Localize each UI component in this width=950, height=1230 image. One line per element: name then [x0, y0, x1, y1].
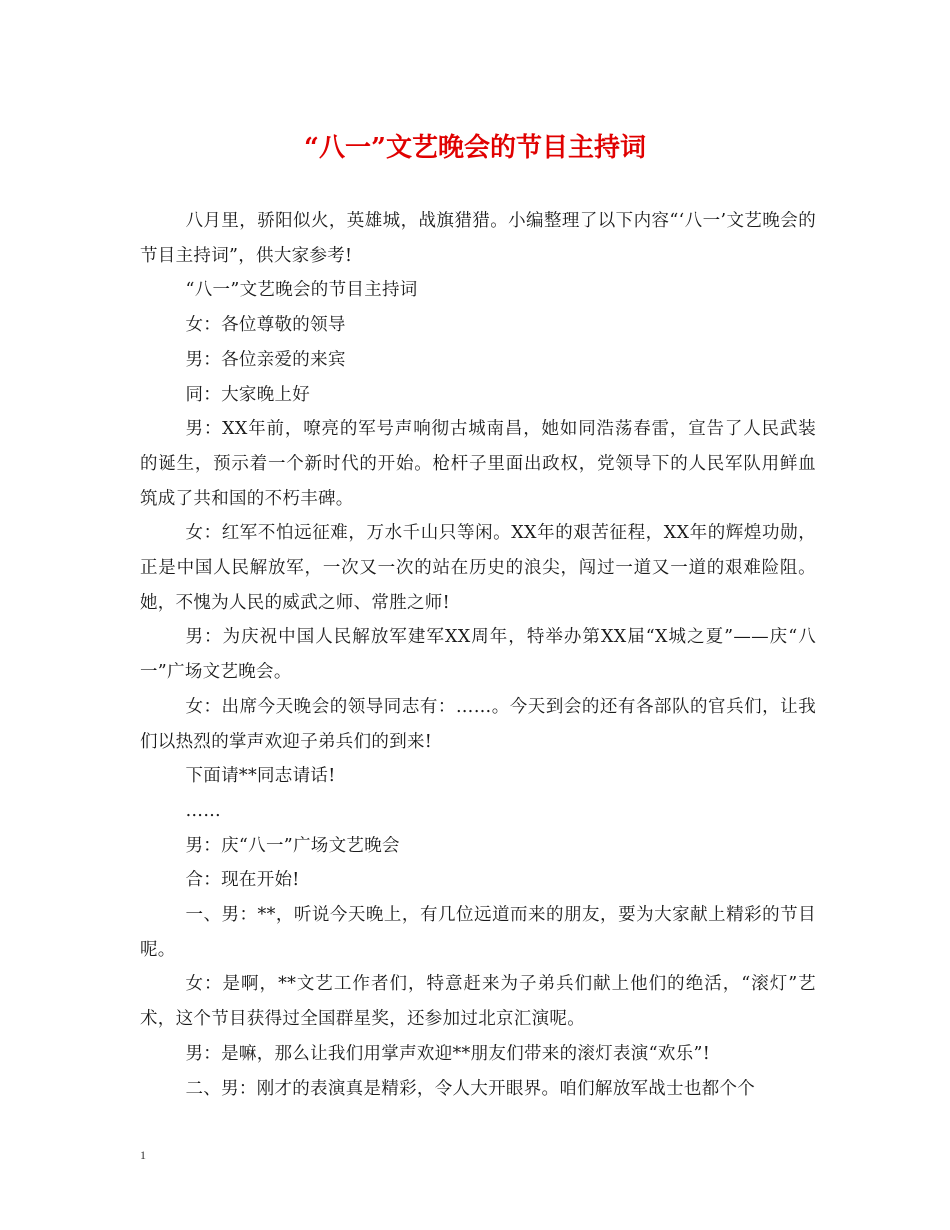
paragraph-line: 一、男：**，听说今天晚上，有几位远道而来的朋友，要为大家献上精彩的节目呢。: [140, 905, 816, 960]
paragraph-intro: 八月里，骄阳似火，英雄城，战旗猎猎。小编整理了以下内容“‘八一’文艺晚会的节目主持词”，供大家参考!: [140, 211, 816, 266]
paragraph-line: 合：现在开始!: [185, 870, 300, 891]
document-body: [140, 204, 816, 1106]
paragraph-line: 下面请**同志请话!: [185, 766, 336, 787]
paragraph-line: 男：庆“八一”广场文艺晚会: [185, 835, 400, 856]
document-title: “八一”文艺晚会的节目主持词: [304, 133, 646, 163]
paragraph-line: 男：为庆祝中国人民解放军建军XX周年，特举办第XX届“X城之夏”——庆“八一”广场文艺晚会。: [140, 627, 816, 683]
page-number: 1: [140, 1148, 146, 1162]
paragraph-line: 二、男：刚才的表演真是精彩，令人大开眼界。咱们解放军战士也都个个: [185, 1078, 756, 1099]
paragraph-line: 同：大家晚上好: [185, 384, 311, 405]
paragraph-line: 男：是嘛，那么让我们用掌声欢迎**朋友们带来的滚灯表演“欢乐”!: [185, 1043, 711, 1064]
paragraph-line: 男：XX年前，嘹亮的军号声响彻古城南昌，她如同浩荡春雷，宣告了人民武装的诞生，预示着一个新时代的开始。枪杆子里面出政权，党领导下的人民军队用鲜血筑成了共和国的不朽丰碑。: [140, 419, 816, 509]
paragraph-line: 女：红军不怕远征难，万水千山只等闲。XX年的艰苦征程，XX年的辉煌功勋，正是中国人民解放军，一次又一次的站在历史的浪尖，闯过一道又一道的艰难险阻。她，不愧为人民的威武之师、常胜之师!: [140, 523, 816, 613]
paragraph-line: 女：各位尊敬的领导: [185, 315, 346, 336]
paragraph-line: 男：各位亲爱的来宾: [185, 349, 346, 370]
paragraph-line: 女：出席今天晚会的领导同志有：……。今天到会的还有各部队的官兵们，让我们以热烈的掌声欢迎子弟兵们的到来!: [140, 696, 816, 752]
paragraph-line: ……: [185, 800, 222, 821]
paragraph-line: 女：是啊，**文艺工作者们，特意赶来为子弟兵们献上他们的绝活，“滚灯”艺术，这个节目获得过全国群星奖，还参加过北京汇演呢。: [140, 974, 816, 1030]
paragraph-subtitle: “八一”文艺晚会的节目主持词: [185, 280, 418, 301]
